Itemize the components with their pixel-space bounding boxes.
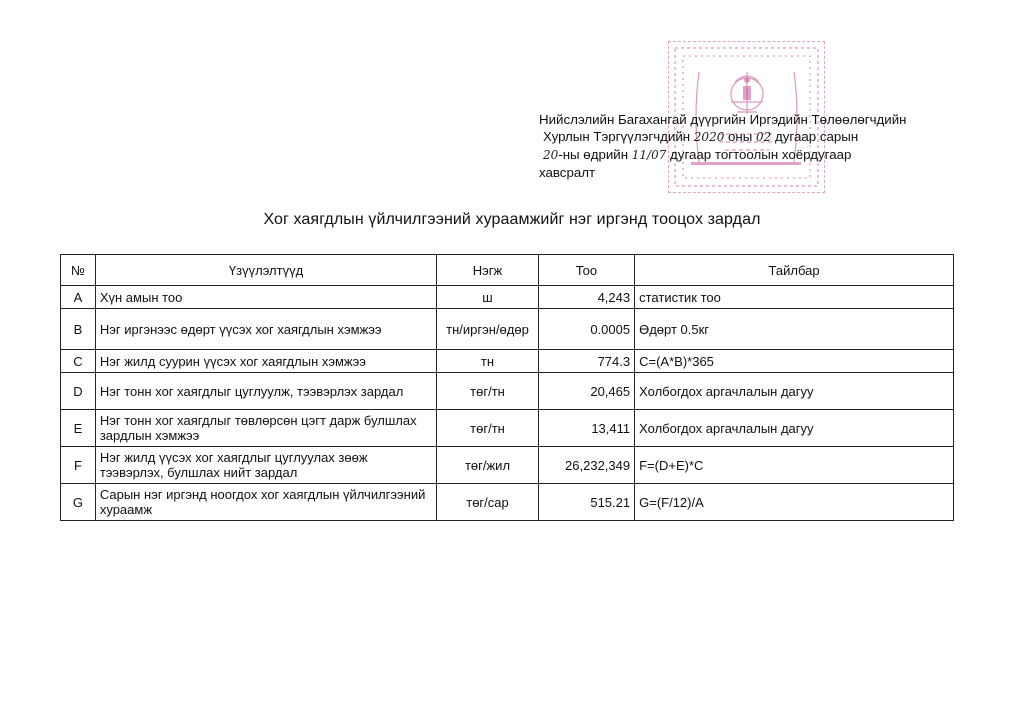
row-name: Нэг тонн хог хаягдлыг цуглуулж, тээвэрлэх зардал bbox=[95, 373, 436, 410]
row-name: Нэг жилд үүсэх хог хаягдлыг цуглуулах зөөж тээвэрлэх, булшлах нийт зардал bbox=[95, 447, 436, 484]
header-unit: Нэгж bbox=[437, 255, 539, 286]
row-note: C=(A*B)*365 bbox=[635, 350, 954, 373]
header-indicators: Үзүүлэлтүүд bbox=[95, 255, 436, 286]
row-unit: төг/жил bbox=[437, 447, 539, 484]
row-unit: төг/тн bbox=[437, 410, 539, 447]
header-num: № bbox=[61, 255, 96, 286]
row-unit: төг/тн bbox=[437, 373, 539, 410]
table-row bbox=[61, 373, 954, 410]
row-note: G=(F/12)/A bbox=[635, 484, 954, 521]
row-value: 20,465 bbox=[538, 373, 634, 410]
row-name: Нэг жилд суурин үүсэх хог хаягдлын хэмжээ bbox=[95, 350, 436, 373]
handwritten-resolution-number: 11/07 bbox=[631, 148, 667, 162]
row-note: статистик тоо bbox=[635, 286, 954, 309]
table-row bbox=[61, 286, 954, 309]
annex-line-4: хавсралт bbox=[539, 165, 596, 180]
row-value: 26,232,349 bbox=[538, 447, 634, 484]
row-value: 0.0005 bbox=[538, 309, 634, 350]
table-row bbox=[61, 350, 954, 373]
table-row bbox=[61, 447, 954, 484]
header-value: Тоо bbox=[538, 255, 634, 286]
row-id: E bbox=[61, 410, 96, 447]
row-unit: тн bbox=[437, 350, 539, 373]
row-value: 13,411 bbox=[538, 410, 634, 447]
annex-line-1: Нийслэлийн Багахангай дүүргийн Иргэдийн Төлөөлөгчдийн bbox=[539, 112, 907, 127]
row-id: B bbox=[61, 309, 96, 350]
annex-line-2: Хурлын Тэргүүлэгчдийн 2020 оны 02 дугаар сарын bbox=[543, 129, 859, 144]
annex-reference bbox=[539, 111, 951, 181]
row-name: Хүн амын тоо bbox=[95, 286, 436, 309]
row-id: D bbox=[61, 373, 96, 410]
row-id: F bbox=[61, 447, 96, 484]
document-title: Хог хаягдлын үйлчилгээний хураамжийг нэг иргэнд тооцох зардал bbox=[263, 211, 761, 228]
annex-line-3: 20-ны өдрийн 11/07 дугаар тогтоолын хоёрдугаар bbox=[543, 147, 852, 162]
row-unit: тн/иргэн/өдөр bbox=[437, 309, 539, 350]
handwritten-day: 20 bbox=[543, 148, 559, 162]
table-header-row bbox=[61, 255, 954, 286]
row-value: 774.3 bbox=[538, 350, 634, 373]
table-row bbox=[61, 309, 954, 350]
row-id: A bbox=[61, 286, 96, 309]
handwritten-year: 2020 bbox=[693, 130, 725, 144]
row-note: Холбогдох аргачлалын дагуу bbox=[635, 410, 954, 447]
row-unit: төг/сар bbox=[437, 484, 539, 521]
table-row bbox=[61, 484, 954, 521]
row-name: Нэг тонн хог хаягдлыг төвлөрсөн цэгт дарж булшлах зардлын хэмжээ bbox=[95, 410, 436, 447]
cost-table bbox=[60, 254, 954, 521]
row-value: 515.21 bbox=[538, 484, 634, 521]
table-row bbox=[61, 410, 954, 447]
row-name: Нэг иргэнээс өдөрт үүсэх хог хаягдлын хэмжээ bbox=[95, 309, 436, 350]
row-note: F=(D+E)*C bbox=[635, 447, 954, 484]
header-note: Тайлбар bbox=[635, 255, 954, 286]
row-name: Сарын нэг иргэнд ноогдох хог хаягдлын үйлчилгээний хураамж bbox=[95, 484, 436, 521]
handwritten-month: 02 bbox=[756, 130, 772, 144]
row-id: C bbox=[61, 350, 96, 373]
row-note: Холбогдох аргачлалын дагуу bbox=[635, 373, 954, 410]
row-value: 4,243 bbox=[538, 286, 634, 309]
row-note: Өдөрт 0.5кг bbox=[635, 309, 954, 350]
row-id: G bbox=[61, 484, 96, 521]
row-unit: ш bbox=[437, 286, 539, 309]
